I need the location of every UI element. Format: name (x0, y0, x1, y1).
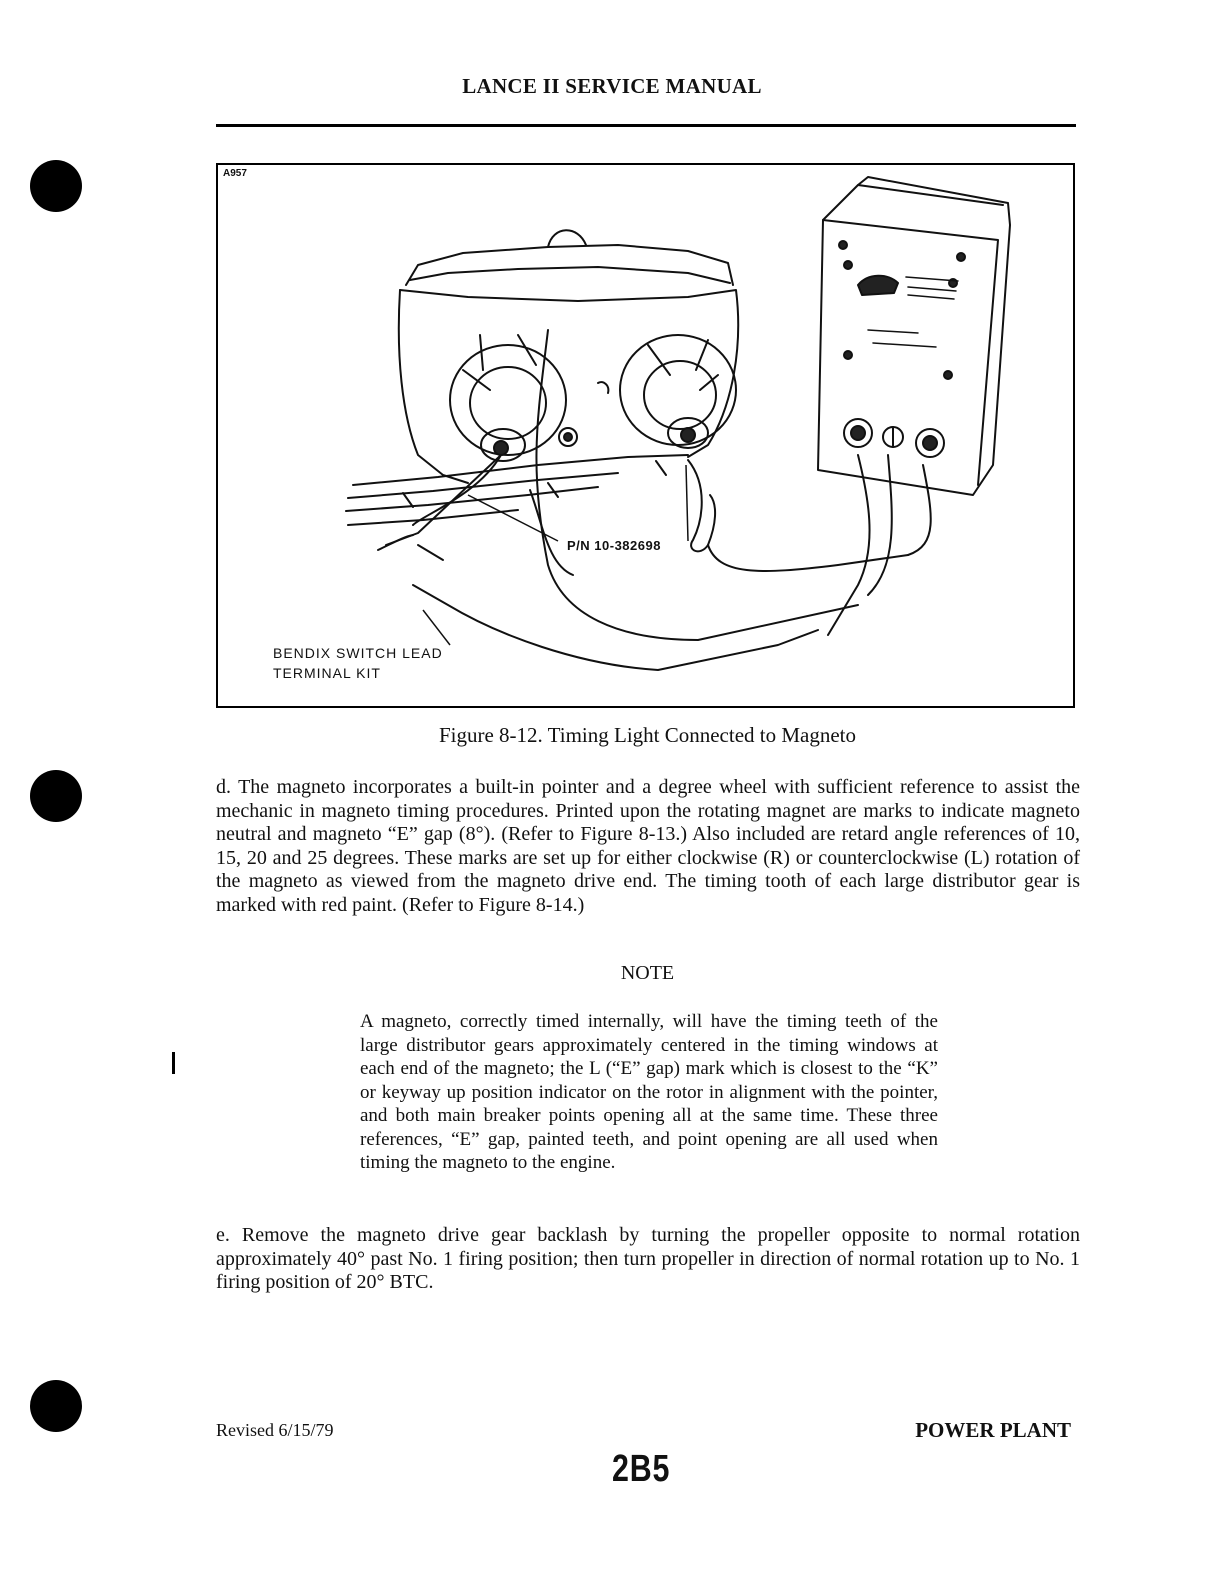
note-title: NOTE (620, 962, 675, 984)
page-code: 2B5 (612, 1448, 671, 1490)
binder-hole-middle (30, 770, 82, 822)
revision-change-bar (172, 1052, 175, 1074)
section-name: POWER PLANT (915, 1418, 1071, 1442)
figure-timing-light (216, 163, 1075, 708)
binder-hole-top (30, 160, 82, 212)
figure-tag: A957 (223, 168, 247, 179)
figure-caption: Figure 8-12. Timing Light Connected to Magneto (438, 723, 857, 747)
revision-date: Revised 6/15/79 (216, 1420, 334, 1440)
kit-label-line1: BENDIX SWITCH LEAD (273, 645, 443, 661)
kit-label-line2: TERMINAL KIT (273, 665, 381, 681)
paragraph-e: e. Remove the magneto drive gear backlash by turning the propeller opposite to normal rotation approximately 40° past No. 1 firing position; then turn propeller in direction of normal rotation up to No. 1 firing position of 20° BTC. (216, 1224, 1080, 1293)
paragraph-d: d. The magneto incorporates a built-in pointer and a degree wheel with sufficient reference to assist the mechanic in magneto timing procedures. Printed upon the rotating magnet are marks to indicate magneto neutral and magneto “E” gap (8°). (Refer to Figure 8-13.) Also included are retard angle references of 10, 15, 20 and 25 degrees. These marks are set up for either clockwise (R) or counterclockwise (L) rotation of the magneto as viewed from the magneto drive end. The timing tooth of each large distributor gear is marked with red paint. (Refer to Figure 8-14.) (216, 776, 1080, 916)
part-number-label: P/N 10-382698 (567, 538, 661, 553)
header-rule (216, 124, 1076, 127)
note-text: A magneto, correctly timed internally, will have the timing teeth of the large distributor gears approximately centered in the timing windows at each end of the magneto; the L (“E” gap) mark which is closest to the “K” or keyway up position indicator on the rotor in alignment with the pointer, and both main breaker points opening all at the same time. These three references, “E” gap, painted teeth, and point opening are all used when timing the magneto to the engine. (360, 1011, 938, 1173)
binder-hole-bottom (30, 1380, 82, 1432)
magneto-timing-light-illustration (218, 165, 1073, 706)
kit-label (273, 643, 443, 683)
page-header-title: LANCE II SERVICE MANUAL (462, 74, 762, 98)
